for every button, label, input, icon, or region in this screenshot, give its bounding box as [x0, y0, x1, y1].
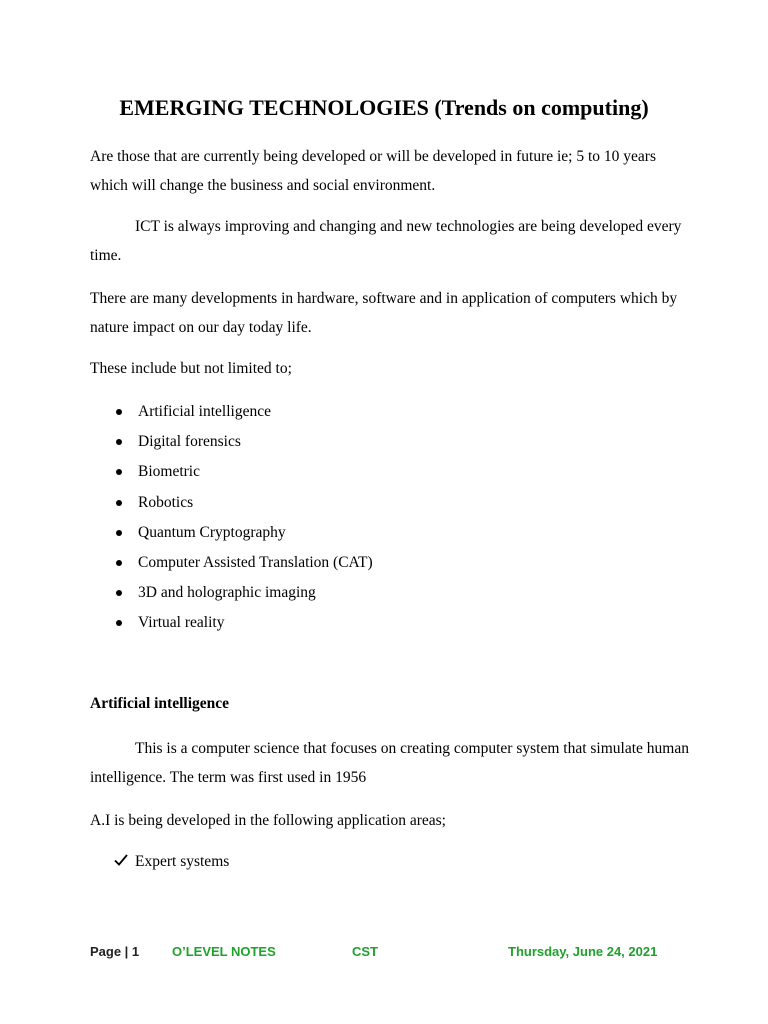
list-item-label: Virtual reality [138, 614, 225, 632]
list-item-label: Robotics [138, 493, 194, 511]
check-item-label: Expert systems [135, 853, 230, 870]
bullet-icon [116, 560, 122, 566]
bullet-icon [116, 439, 122, 445]
page-footer [0, 938, 768, 966]
developments-paragraph: There are many developments in hardware, software and in application of computers which by nature impact on our day today life. [90, 290, 678, 336]
footer-subject-label: CST [352, 944, 378, 959]
list-intro-paragraph: These include but not limited to; [90, 360, 292, 377]
section-heading: Artificial intelligence [90, 695, 230, 712]
list-item [90, 578, 373, 608]
ai-definition-paragraph: This is a computer science that focuses on creating computer system that simulate human intelligence. The term was first used in 1956 [90, 740, 689, 786]
bullet-icon [116, 620, 122, 626]
document-title: EMERGING TECHNOLOGIES (Trends on computing) [119, 95, 649, 120]
bullet-icon [116, 500, 122, 506]
list-item [90, 518, 373, 548]
list-item-label: 3D and holographic imaging [138, 584, 316, 602]
checkmark-icon [114, 848, 130, 876]
page-number: Page | 1 [90, 944, 140, 959]
bullet-icon [116, 590, 122, 596]
bullet-icon [116, 469, 122, 475]
list-item [90, 427, 373, 457]
footer-notes-label: O’LEVEL NOTES [172, 944, 276, 959]
bullet-icon [116, 530, 122, 536]
footer-date: Thursday, June 24, 2021 [508, 944, 658, 959]
list-item-label: Digital forensics [138, 433, 241, 451]
technologies-list [90, 397, 373, 639]
list-item-label: Quantum Cryptography [138, 523, 286, 541]
ai-areas-paragraph: A.I is being developed in the following application areas; [90, 812, 446, 829]
list-item [90, 397, 373, 427]
list-item-label: Biometric [138, 463, 200, 481]
list-item-label: Computer Assisted Translation (CAT) [138, 553, 373, 571]
check-list-item [114, 848, 229, 876]
list-item [90, 608, 373, 638]
list-item [90, 457, 373, 487]
list-item [90, 548, 373, 578]
list-item [90, 488, 373, 518]
ict-paragraph: ICT is always improving and changing and new technologies are being developed every time. [90, 218, 682, 264]
bullet-icon [116, 409, 122, 415]
intro-paragraph: Are those that are currently being developed or will be developed in future ie; 5 to 10 years which will change the business and social environment. [90, 148, 656, 194]
list-item-label: Artificial intelligence [138, 403, 271, 420]
